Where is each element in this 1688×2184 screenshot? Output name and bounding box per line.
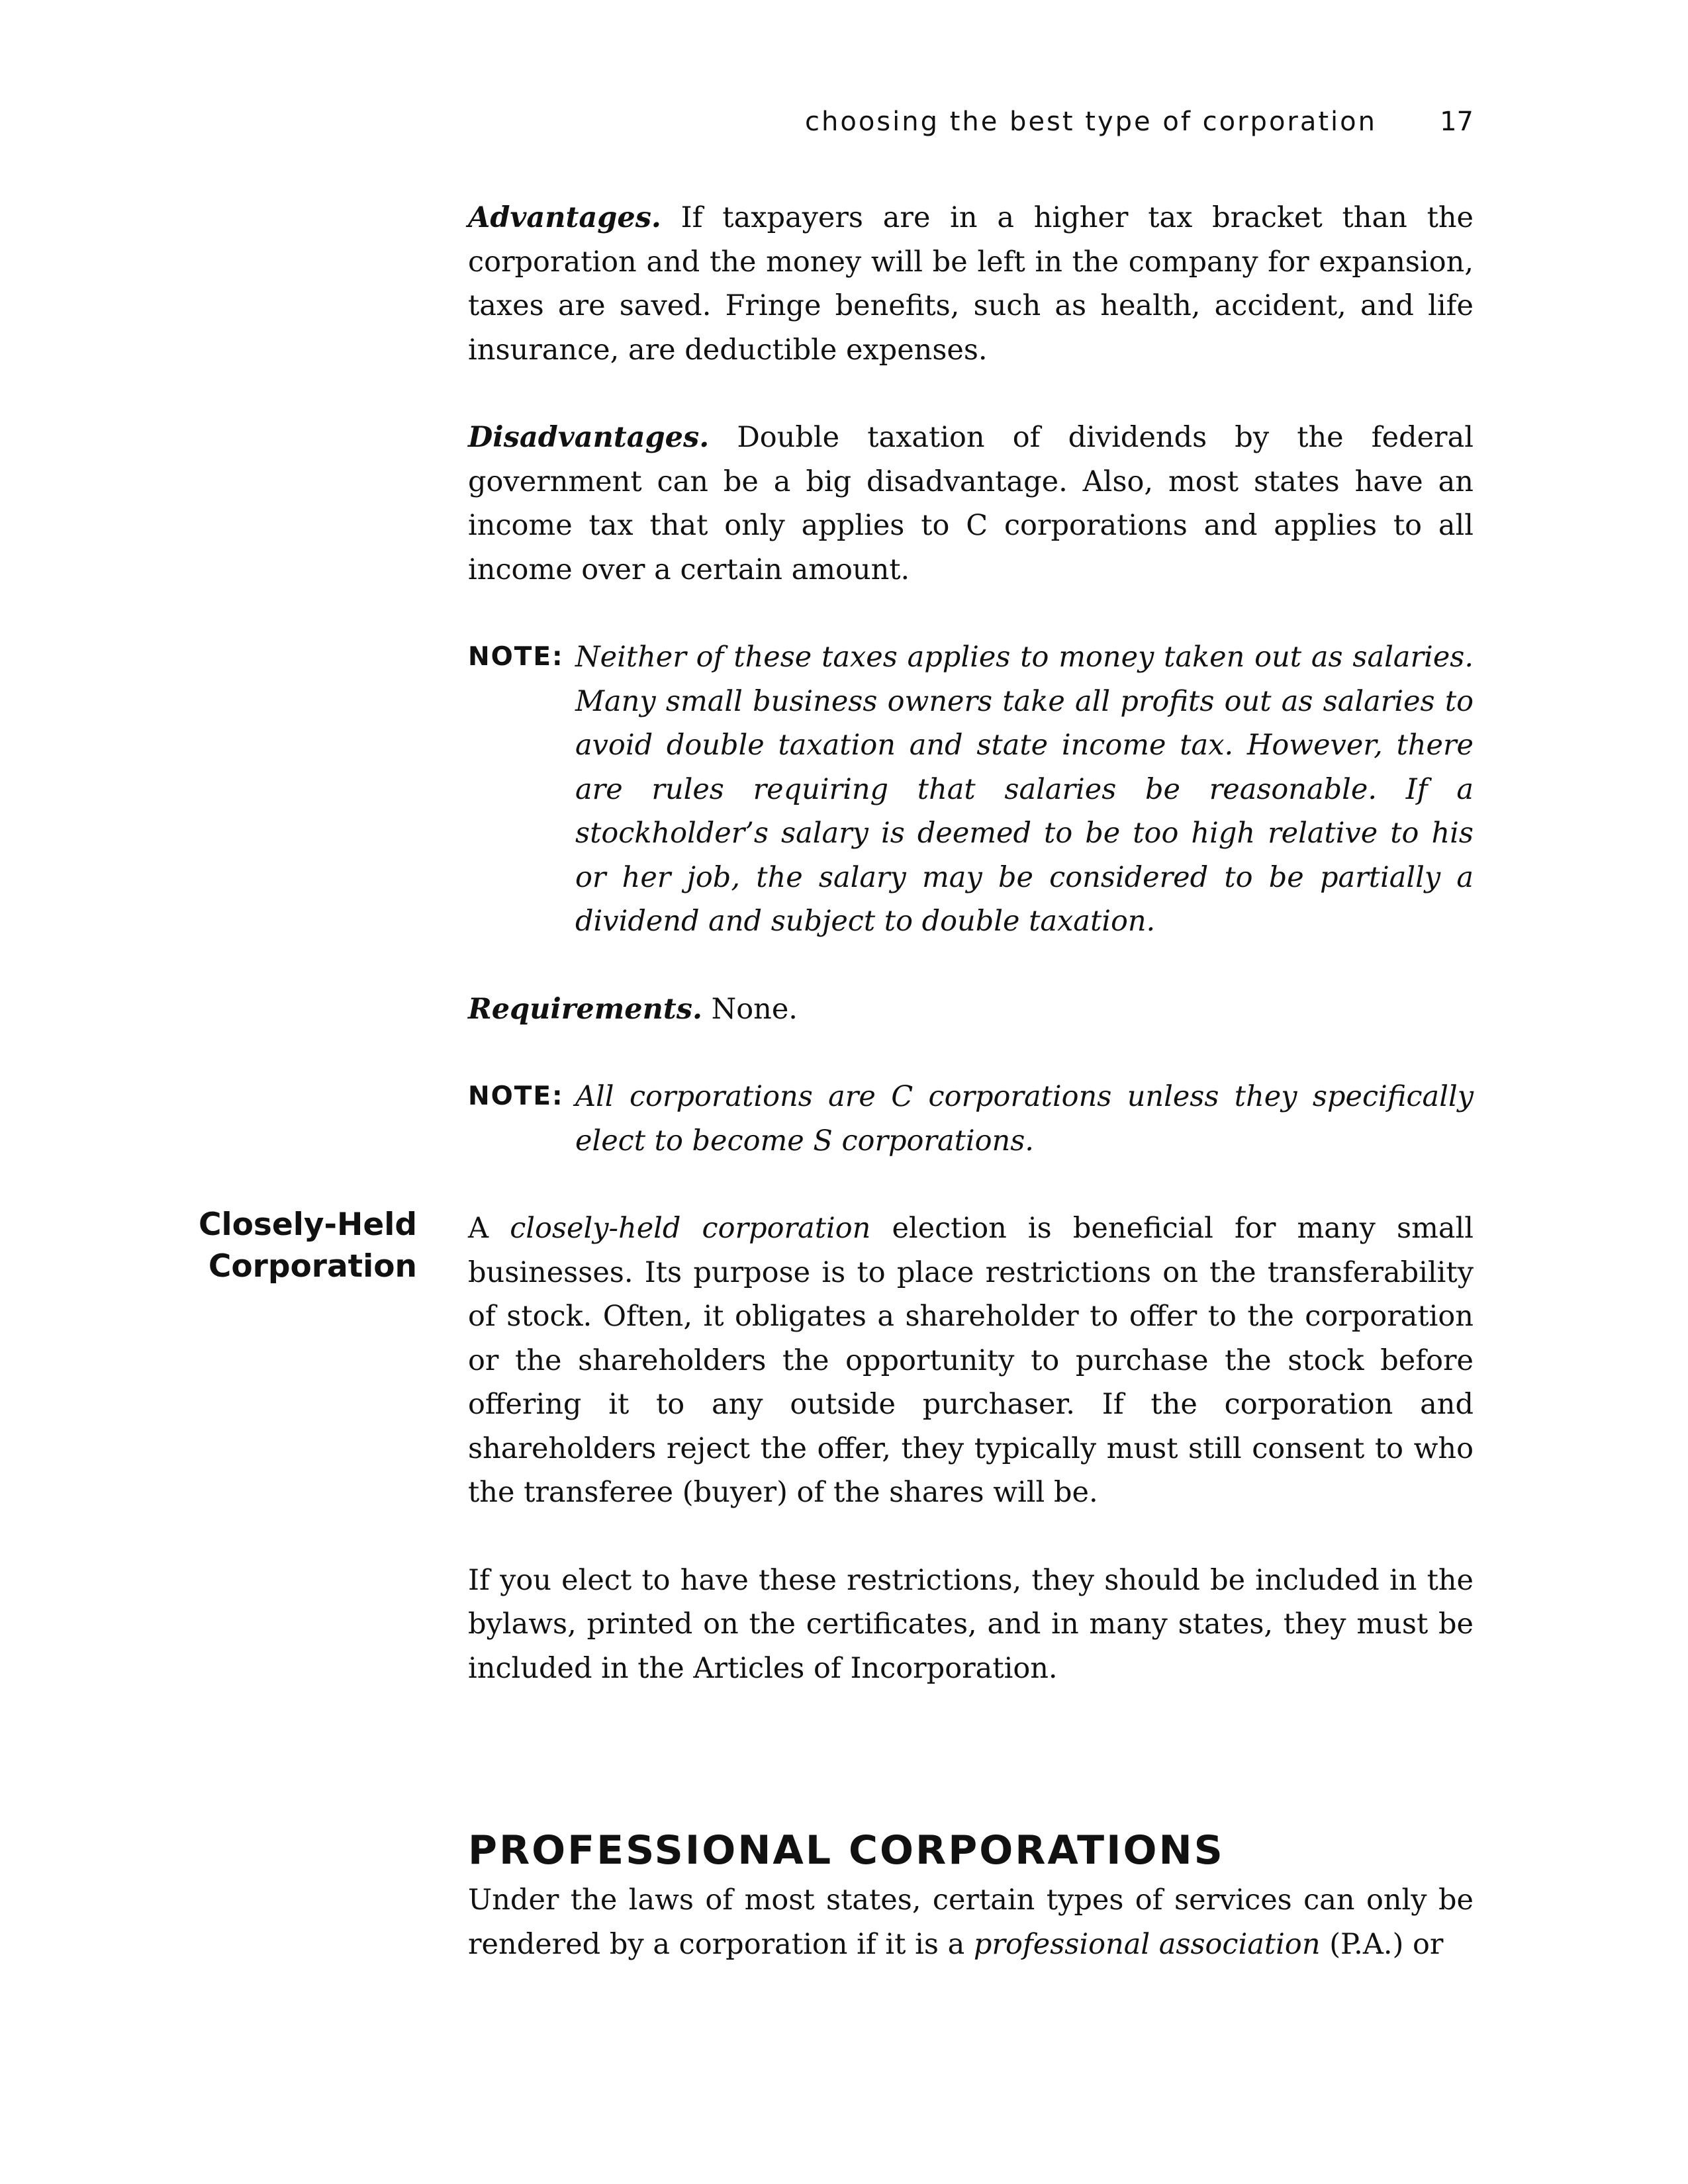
professional-text-after: (P.A.) or xyxy=(1329,1927,1444,1961)
advantages-lead: Advantages. xyxy=(468,201,661,234)
note-text: Neither of these taxes applies to money taken out as salaries. Many small business owners take all profits out as salaries to avoid double taxation and state income tax. However, there are rules requiring that salaries be reasonable. If a stockholder’s salary is deemed to be too high relative to his or her job, the salary may be considered to be partially a dividend and subject to double taxation. xyxy=(575,641,1474,938)
restrictions-paragraph: If you elect to have these restrictions, they should be included in the bylaws, printed on the certificates, and in many states, they must be included in the Articles of Incorporation. xyxy=(468,1563,1474,1685)
section-heading-professional-corporations: PROFESSIONAL CORPORATIONS xyxy=(468,1827,1225,1874)
professional-text-before: Under the laws of most states, certain types of services can only be rendered by a corporation if it is a xyxy=(468,1884,1474,1961)
closely-held-term: closely-held corporation xyxy=(510,1212,871,1245)
main-text-column xyxy=(468,196,1474,1966)
advantages-paragraph xyxy=(468,196,1474,372)
requirements-lead: Requirements. xyxy=(468,992,702,1026)
closely-held-paragraph xyxy=(468,1206,1474,1515)
note-label: NOTE: xyxy=(468,642,564,672)
side-heading-line: Corporation xyxy=(208,1248,417,1285)
side-heading-line: Closely-Held xyxy=(199,1206,417,1243)
advantages-text: If taxpayers are in a higher tax bracket than the corporation and the money will be left in the company for expansion, taxes are saved. Fringe benefits, such as health, accident, and life insurance, are deductible expenses. xyxy=(468,201,1474,367)
requirements-text: None. xyxy=(711,992,798,1026)
running-title: choosing the best type of corporation xyxy=(805,107,1377,137)
note-text: All corporations are C corporations unless they specifically elect to become S corporations. xyxy=(575,1080,1474,1158)
requirements-paragraph xyxy=(468,987,1474,1032)
disadvantages-text: Double taxation of dividends by the federal government can be a big disadvantage. Also, most states have an income tax that only applies to C corporations and applies to all income over a certain amount. xyxy=(468,421,1474,586)
professional-term: professional association xyxy=(973,1927,1321,1961)
disadvantages-paragraph xyxy=(468,416,1474,592)
note-c-corporations xyxy=(468,1075,1474,1163)
closely-held-text: election is beneficial for many small businesses. Its purpose is to place restrictions on the transferability of stock. Often, it obligates a shareholder to offer to the corporation or the shareholders the opportunity to purchase the stock before offering it to any outside purchaser. If the corporation and shareholders reject the offer, they typically must still consent to who the transferee (buyer) of the shares will be. xyxy=(468,1212,1474,1509)
disadvantages-lead: Disadvantages. xyxy=(468,421,710,454)
side-heading-closely-held xyxy=(132,1204,417,1287)
note-label: NOTE: xyxy=(468,1081,564,1111)
note-salaries xyxy=(468,635,1474,944)
professional-paragraph xyxy=(468,1878,1474,1966)
closely-held-prefix: A xyxy=(468,1212,489,1245)
page-number: 17 xyxy=(1440,107,1474,137)
